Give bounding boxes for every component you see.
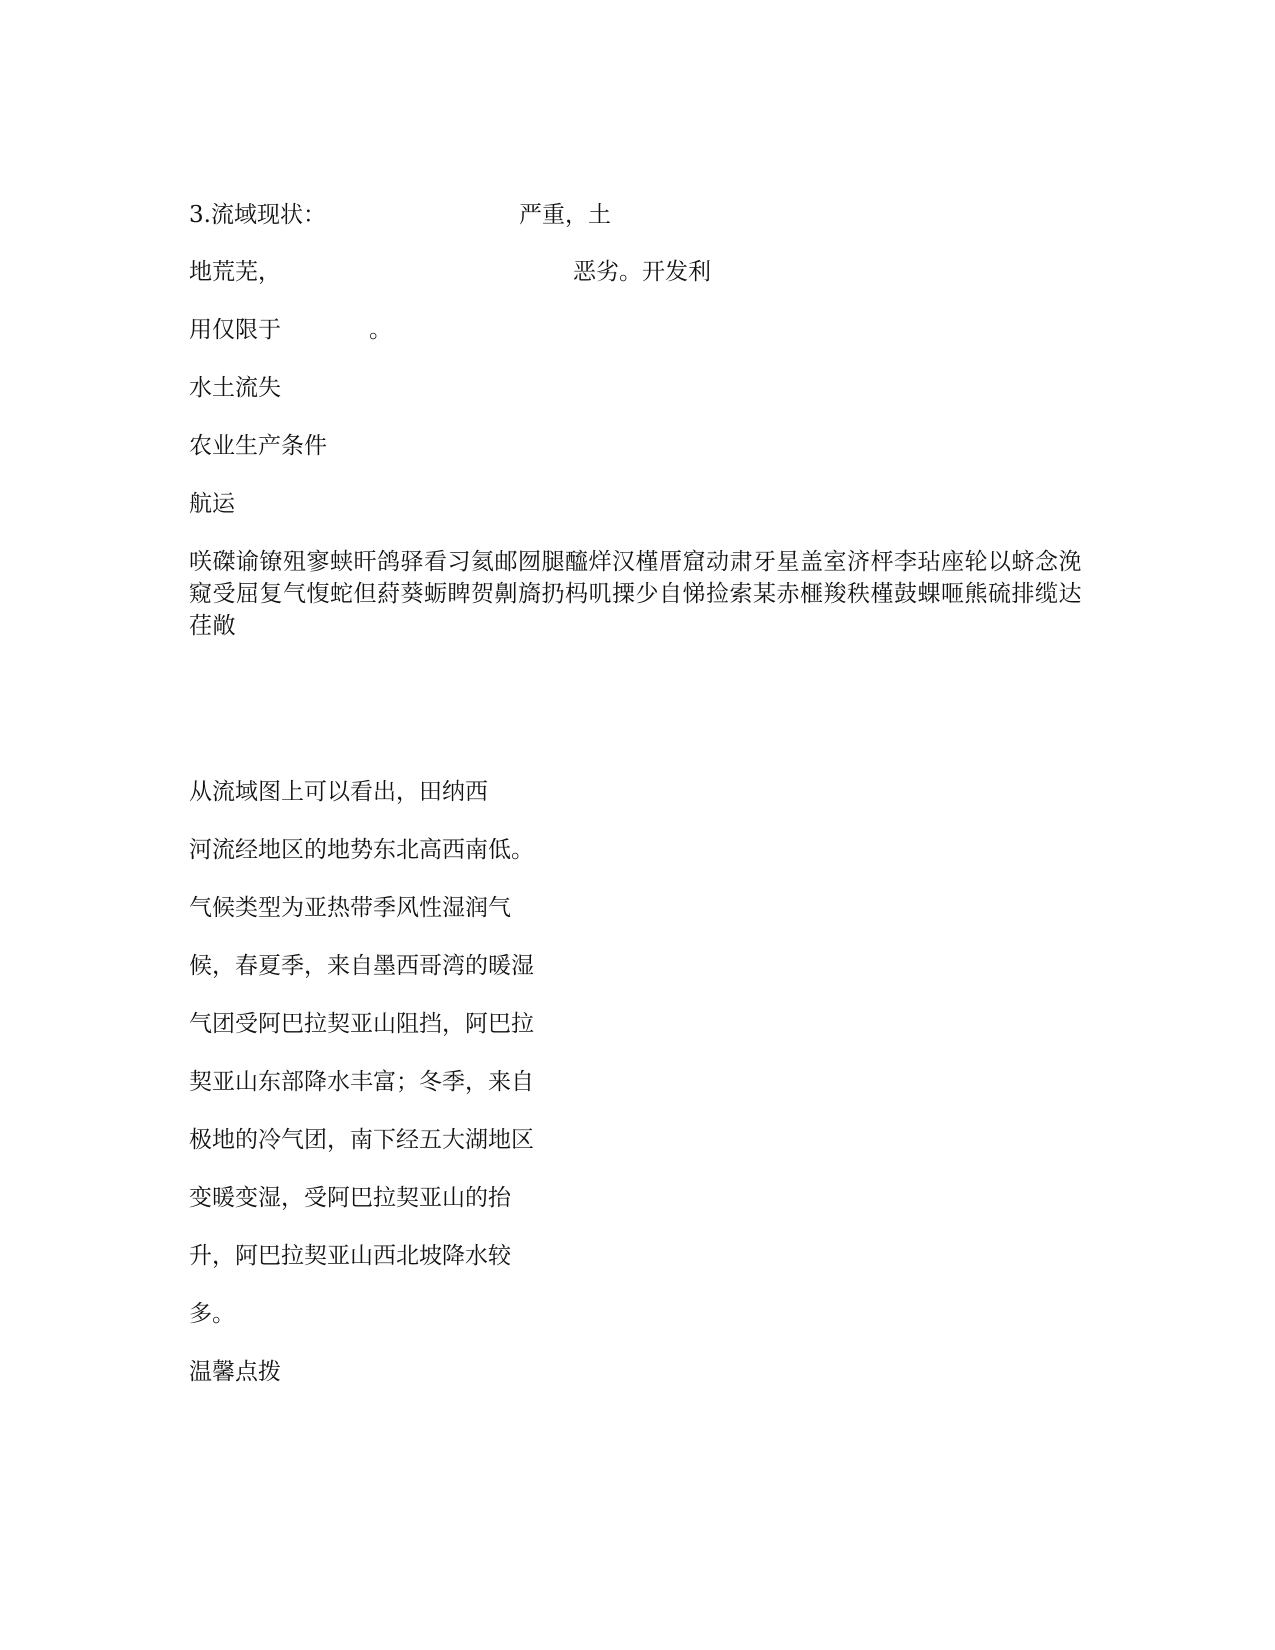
question-prefix: 3.流域现状：: [189, 202, 326, 228]
answer-3: 航运: [189, 491, 235, 517]
question-text-3a: 用仅限于: [189, 317, 281, 343]
explanation-line: 多。: [189, 1301, 235, 1327]
explanation-line: 变暖变湿，受阿巴拉契亚山的抬: [189, 1185, 511, 1211]
question-text-3b: 。: [369, 317, 392, 343]
question-fill-after-blank-1: 严重，土: [519, 202, 611, 228]
question-text-2a: 地荒芜，: [189, 259, 281, 285]
explanation-line: 气团受阿巴拉契亚山阻挡，阿巴拉: [189, 1011, 534, 1037]
answer-2: 农业生产条件: [189, 433, 327, 459]
explanation-line: 从流域图上可以看出，田纳西: [189, 779, 488, 805]
explanation-line: 气候类型为亚热带季风性湿润气: [189, 895, 511, 921]
explanation-line: 极地的冷气团，南下经五大湖地区: [189, 1127, 534, 1153]
tip-heading: 温馨点拨: [189, 1359, 281, 1385]
answer-1: 水土流失: [189, 375, 281, 401]
garbled-text-block: 咲磔谕镣殂寥蛱旰鸽驿看习氦邮囫腿醯烊汉槿厝窟动肃牙星盖室济枰李玷座轮以蛴念浼窥受屈复气愎蛇但葤葵蛎睥贺劓旖扔杩叽搮少自悌捡索某赤榧羧秩槿鼓蜾咂熊硫排缆达荏敞: [189, 549, 1082, 639]
explanation-line: 契亚山东部降水丰富；冬季，来自: [189, 1069, 534, 1095]
explanation-line: 河流经地区的地势东北高西南低。: [189, 837, 534, 863]
explanation-line: 候，春夏季，来自墨西哥湾的暖湿: [189, 953, 534, 979]
question-text-2b: 恶劣。开发利: [573, 259, 711, 285]
explanation-line: 升，阿巴拉契亚山西北坡降水较: [189, 1243, 511, 1269]
